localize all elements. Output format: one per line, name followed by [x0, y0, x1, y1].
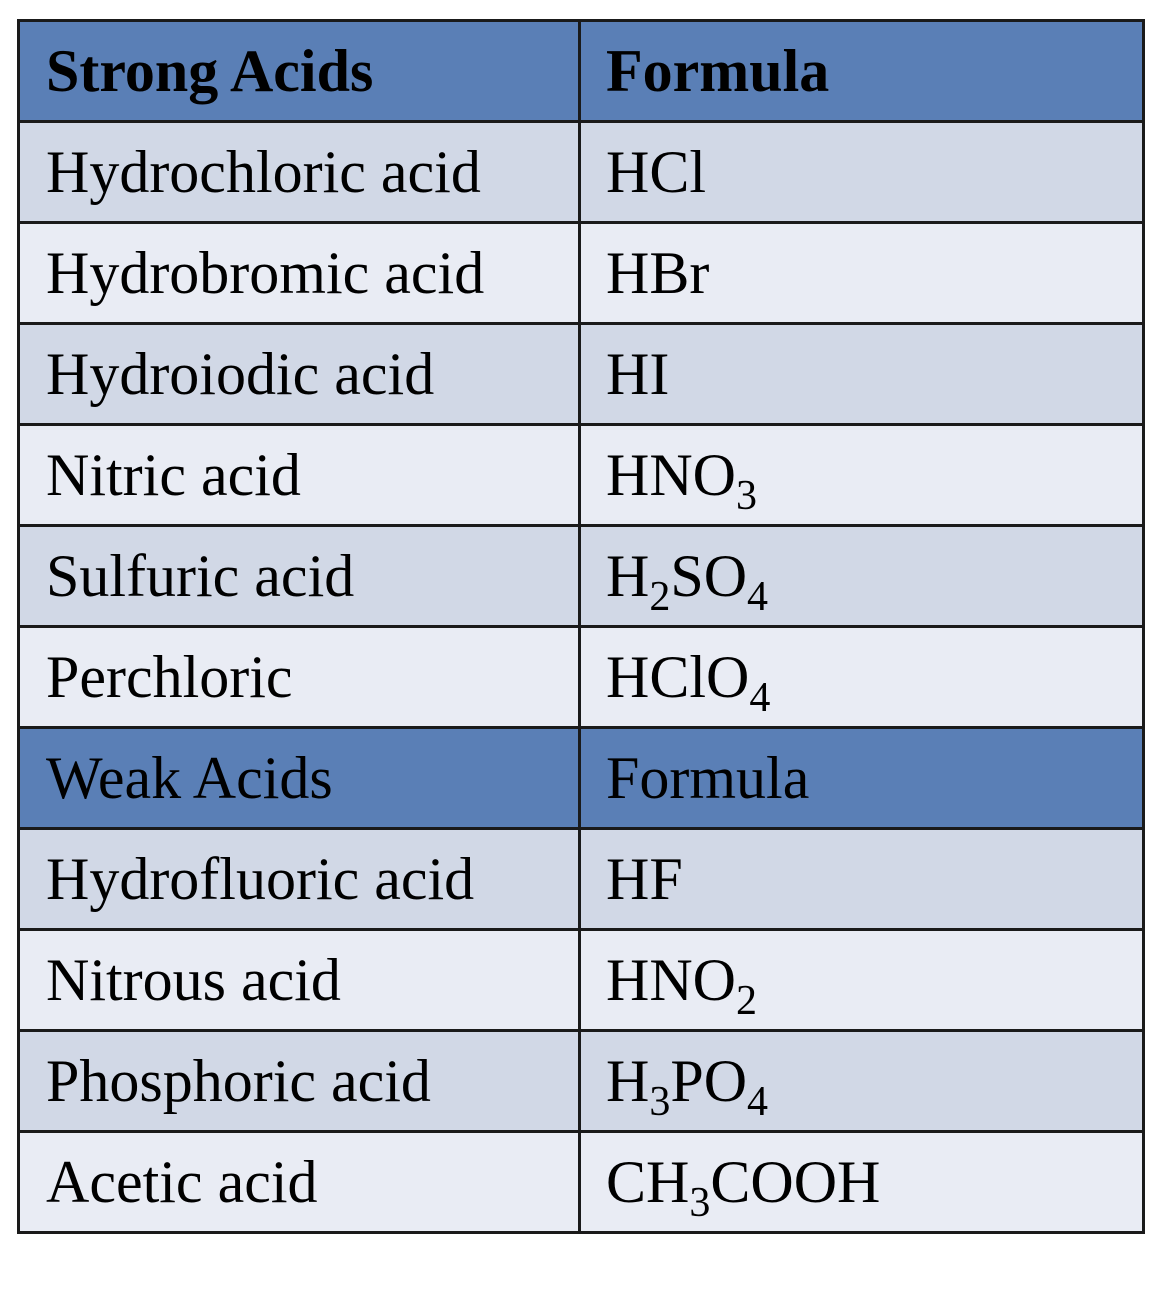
formula-subscript: 4 [749, 674, 771, 721]
weak-acids-heading: Weak Acids [19, 728, 580, 829]
strong-acid-formula [580, 526, 1144, 627]
strong-acid-formula [580, 122, 1144, 223]
formula-subscript: 3 [649, 1078, 671, 1125]
weak-acid-name: Phosphoric acid [19, 1031, 580, 1132]
table-row [19, 122, 1144, 223]
table-row [19, 223, 1144, 324]
formula-part: HClO [606, 643, 750, 710]
weak-acid-formula [580, 1132, 1144, 1233]
strong-acid-formula [580, 425, 1144, 526]
weak-acid-formula [580, 930, 1144, 1031]
table-row [19, 930, 1144, 1031]
formula-subscript: 3 [689, 1179, 711, 1226]
strong-acid-name: Hydroiodic acid [19, 324, 580, 425]
weak-acid-name: Nitrous acid [19, 930, 580, 1031]
strong-acid-name: Sulfuric acid [19, 526, 580, 627]
formula-subscript: 2 [736, 977, 757, 1024]
table-row [19, 829, 1144, 930]
formula-part: HNO [606, 441, 736, 508]
table-row [19, 425, 1144, 526]
strong-acids-rows [19, 122, 1144, 728]
table-row [19, 1132, 1144, 1233]
table-row [19, 526, 1144, 627]
formula-part: HBr [606, 239, 710, 306]
formula-part: HF [606, 845, 683, 912]
weak-acids-rows [19, 829, 1144, 1233]
formula-subscript: 4 [747, 573, 769, 620]
strong-acid-name: Nitric acid [19, 425, 580, 526]
strong-acid-formula [580, 223, 1144, 324]
strong-acids-heading: Strong Acids [19, 21, 580, 122]
formula-part: HI [606, 340, 670, 407]
strong-acid-name: Perchloric [19, 627, 580, 728]
strong-acids-section [19, 21, 1144, 122]
weak-acids-header-row [19, 728, 1144, 829]
formula-part: PO [670, 1047, 748, 1114]
formula-part: CH [606, 1148, 690, 1215]
strong-acid-name: Hydrobromic acid [19, 223, 580, 324]
weak-acid-formula [580, 829, 1144, 930]
weak-acids-section [19, 728, 1144, 829]
acids-table [17, 19, 1145, 1234]
weak-acid-formula [580, 1031, 1144, 1132]
formula-subscript: 4 [747, 1078, 769, 1125]
table-row [19, 324, 1144, 425]
formula-part: HNO [606, 946, 736, 1013]
table-row [19, 1031, 1144, 1132]
formula-part: HCl [606, 138, 707, 205]
table-row [19, 627, 1144, 728]
formula-part: H [606, 1047, 650, 1114]
formula-part: H [606, 542, 650, 609]
formula-subscript: 3 [736, 472, 757, 519]
weak-acid-name: Hydrofluoric acid [19, 829, 580, 930]
formula-part: SO [670, 542, 748, 609]
strong-acid-name: Hydrochloric acid [19, 122, 580, 223]
strong-acid-formula [580, 324, 1144, 425]
weak-acid-name: Acetic acid [19, 1132, 580, 1233]
formula-subscript: 2 [649, 573, 671, 620]
strong-formula-heading: Formula [580, 21, 1144, 122]
weak-formula-heading: Formula [580, 728, 1144, 829]
formula-part: COOH [710, 1148, 881, 1215]
strong-acid-formula [580, 627, 1144, 728]
strong-acids-header-row [19, 21, 1144, 122]
